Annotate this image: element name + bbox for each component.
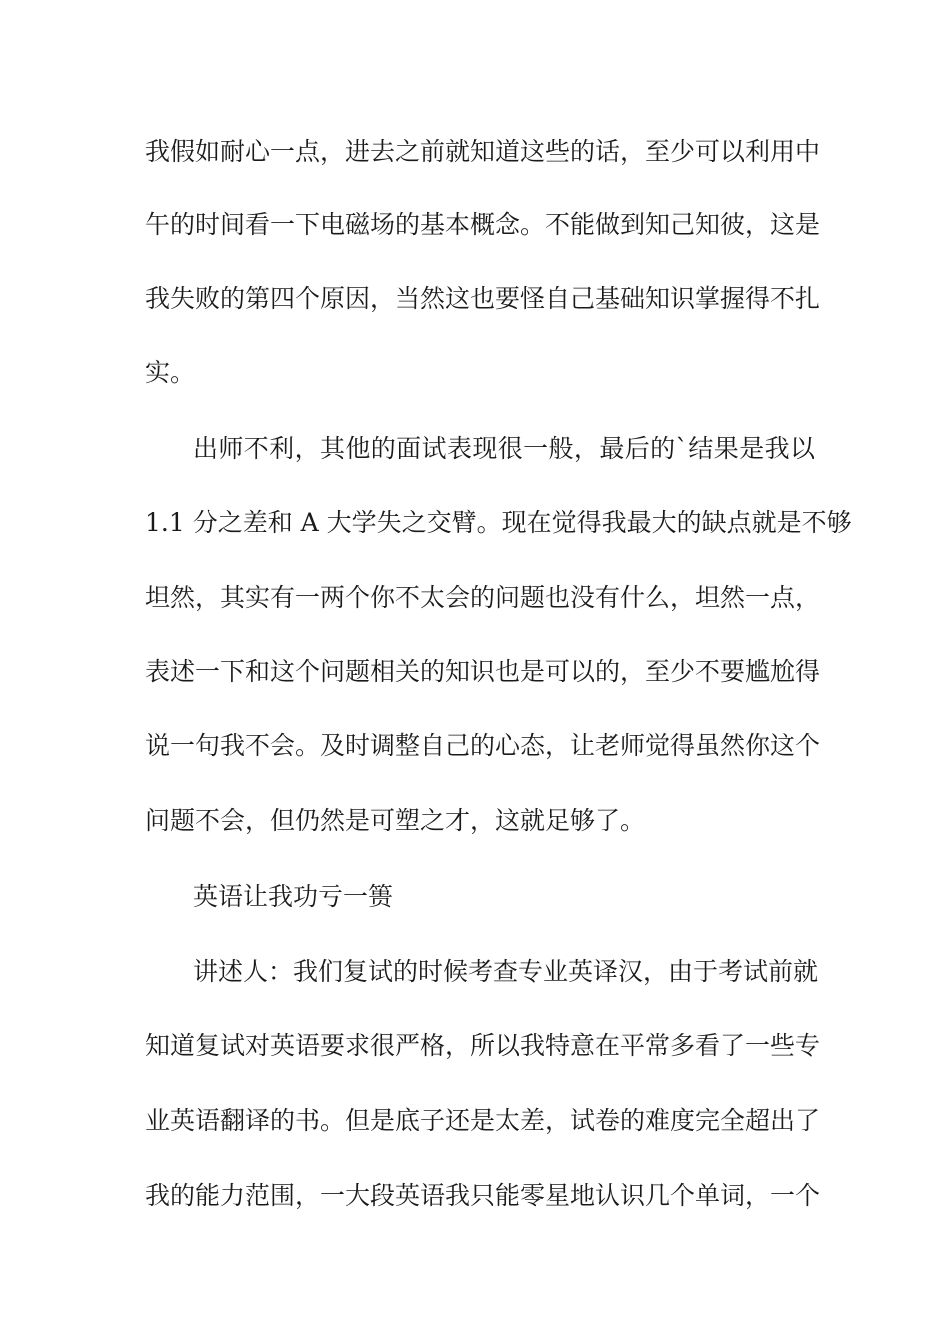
text-line: 实。 [145,358,196,387]
section-heading: 英语让我功亏一篑 [193,882,394,911]
text-line: 坦然，其实有一两个你不太会的问题也没有什么，坦然一点， [145,583,821,612]
text-line: 讲述人：我们复试的时候考查专业英译汉，由于考试前就 [193,957,819,986]
text-line: 表述一下和这个问题相关的知识也是可以的，至少不要尴尬得 [145,657,821,686]
text-line: 我失败的第四个原因，当然这也要怪自己基础知识掌握得不扎 [145,284,821,313]
text-line: 业英语翻译的书。但是底子还是太差，试卷的难度完全超出了 [145,1106,821,1135]
text-line: 问题不会，但仍然是可塑之才，这就足够了。 [145,806,646,835]
text-line: 说一句我不会。及时调整自己的心态，让老师觉得虽然你这个 [145,731,821,760]
text-line: 午的时间看一下电磁场的基本概念。不能做到知己知彼，这是 [145,210,821,239]
text-line: 出师不利，其他的面试表现很一般，最后的`结果是我以 [193,434,815,463]
text-line: 1.1 分之差和 A 大学失之交臂。现在觉得我最大的缺点就是不够 [145,508,852,537]
text-line: 我假如耐心一点，进去之前就知道这些的话，至少可以利用中 [145,137,821,166]
text-line: 知道复试对英语要求很严格，所以我特意在平常多看了一些专 [145,1031,821,1060]
text-line: 我的能力范围，一大段英语我只能零星地认识几个单词，一个 [145,1181,821,1210]
